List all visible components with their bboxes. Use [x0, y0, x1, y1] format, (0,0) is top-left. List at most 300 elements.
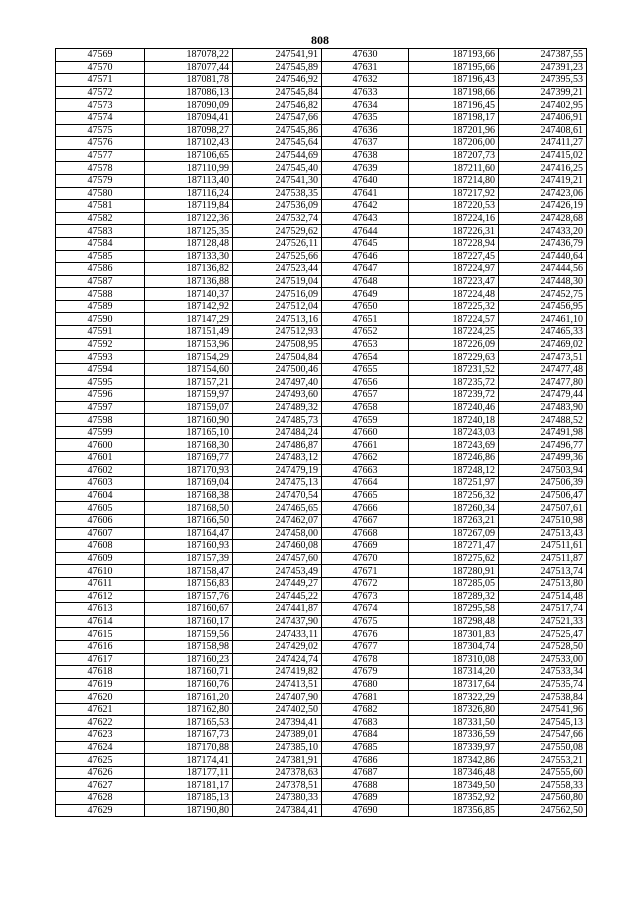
x-coordinate-cell: 187159,56 [145, 628, 233, 641]
y-coordinate-cell: 247456,95 [499, 300, 587, 313]
y-coordinate-cell: 247510,98 [499, 514, 587, 527]
table-row [56, 489, 587, 502]
point-number-cell: 47642 [322, 200, 409, 213]
y-coordinate-cell: 247541,91 [233, 49, 322, 62]
y-coordinate-cell: 247545,40 [233, 162, 322, 175]
point-number-cell: 47658 [322, 401, 409, 414]
point-number-cell: 47668 [322, 527, 409, 540]
point-number-cell: 47589 [56, 300, 145, 313]
point-number-cell: 47576 [56, 137, 145, 150]
point-number-cell: 47604 [56, 489, 145, 502]
x-coordinate-cell: 187159,07 [145, 401, 233, 414]
table-row [56, 200, 587, 213]
y-coordinate-cell: 247479,44 [499, 389, 587, 402]
x-coordinate-cell: 187196,43 [409, 74, 499, 87]
y-coordinate-cell: 247441,87 [233, 603, 322, 616]
y-coordinate-cell: 247415,02 [499, 149, 587, 162]
x-coordinate-cell: 187181,17 [145, 779, 233, 792]
x-coordinate-cell: 187342,86 [409, 754, 499, 767]
table-row [56, 275, 587, 288]
point-number-cell: 47621 [56, 703, 145, 716]
x-coordinate-cell: 187170,88 [145, 741, 233, 754]
point-number-cell: 47690 [322, 804, 409, 817]
y-coordinate-cell: 247512,04 [233, 300, 322, 313]
x-coordinate-cell: 187164,47 [145, 527, 233, 540]
y-coordinate-cell: 247488,52 [499, 414, 587, 427]
point-number-cell: 47683 [322, 716, 409, 729]
point-number-cell: 47586 [56, 263, 145, 276]
y-coordinate-cell: 247452,75 [499, 288, 587, 301]
y-coordinate-cell: 247545,64 [233, 137, 322, 150]
y-coordinate-cell: 247516,09 [233, 288, 322, 301]
y-coordinate-cell: 247550,08 [499, 741, 587, 754]
x-coordinate-cell: 187240,46 [409, 401, 499, 414]
x-coordinate-cell: 187271,47 [409, 540, 499, 553]
x-coordinate-cell: 187168,30 [145, 439, 233, 452]
x-coordinate-cell: 187169,04 [145, 477, 233, 490]
y-coordinate-cell: 247449,27 [233, 577, 322, 590]
point-number-cell: 47673 [322, 590, 409, 603]
x-coordinate-cell: 187136,82 [145, 263, 233, 276]
y-coordinate-cell: 247560,80 [499, 792, 587, 805]
point-number-cell: 47603 [56, 477, 145, 490]
x-coordinate-cell: 187195,66 [409, 61, 499, 74]
y-coordinate-cell: 247513,74 [499, 565, 587, 578]
x-coordinate-cell: 187295,58 [409, 603, 499, 616]
x-coordinate-cell: 187224,25 [409, 326, 499, 339]
y-coordinate-cell: 247429,02 [233, 640, 322, 653]
x-coordinate-cell: 187160,23 [145, 653, 233, 666]
y-coordinate-cell: 247544,69 [233, 149, 322, 162]
y-coordinate-cell: 247448,30 [499, 275, 587, 288]
point-number-cell: 47631 [322, 61, 409, 74]
x-coordinate-cell: 187198,66 [409, 86, 499, 99]
x-coordinate-cell: 187113,40 [145, 174, 233, 187]
table-row [56, 237, 587, 250]
table-row [56, 137, 587, 150]
x-coordinate-cell: 187280,91 [409, 565, 499, 578]
table-row [56, 338, 587, 351]
y-coordinate-cell: 247538,84 [499, 691, 587, 704]
x-coordinate-cell: 187160,71 [145, 666, 233, 679]
y-coordinate-cell: 247385,10 [233, 741, 322, 754]
x-coordinate-cell: 187224,57 [409, 313, 499, 326]
y-coordinate-cell: 247541,96 [499, 703, 587, 716]
point-number-cell: 47574 [56, 111, 145, 124]
table-row [56, 212, 587, 225]
x-coordinate-cell: 187289,32 [409, 590, 499, 603]
point-number-cell: 47679 [322, 666, 409, 679]
y-coordinate-cell: 247508,95 [233, 338, 322, 351]
point-number-cell: 47640 [322, 174, 409, 187]
y-coordinate-cell: 247477,48 [499, 363, 587, 376]
point-number-cell: 47670 [322, 552, 409, 565]
point-number-cell: 47602 [56, 464, 145, 477]
x-coordinate-cell: 187154,29 [145, 351, 233, 364]
point-number-cell: 47627 [56, 779, 145, 792]
y-coordinate-cell: 247460,08 [233, 540, 322, 553]
y-coordinate-cell: 247437,90 [233, 615, 322, 628]
point-number-cell: 47635 [322, 111, 409, 124]
table-row [56, 452, 587, 465]
y-coordinate-cell: 247407,90 [233, 691, 322, 704]
y-coordinate-cell: 247453,49 [233, 565, 322, 578]
x-coordinate-cell: 187336,59 [409, 729, 499, 742]
point-number-cell: 47585 [56, 250, 145, 263]
y-coordinate-cell: 247484,24 [233, 426, 322, 439]
x-coordinate-cell: 187217,92 [409, 187, 499, 200]
point-number-cell: 47660 [322, 426, 409, 439]
table-row [56, 603, 587, 616]
y-coordinate-cell: 247413,51 [233, 678, 322, 691]
x-coordinate-cell: 187174,41 [145, 754, 233, 767]
point-number-cell: 47638 [322, 149, 409, 162]
x-coordinate-cell: 187140,37 [145, 288, 233, 301]
point-number-cell: 47663 [322, 464, 409, 477]
y-coordinate-cell: 247511,87 [499, 552, 587, 565]
point-number-cell: 47590 [56, 313, 145, 326]
point-number-cell: 47674 [322, 603, 409, 616]
point-number-cell: 47645 [322, 237, 409, 250]
point-number-cell: 47682 [322, 703, 409, 716]
y-coordinate-cell: 247477,80 [499, 376, 587, 389]
y-coordinate-cell: 247529,62 [233, 225, 322, 238]
point-number-cell: 47596 [56, 389, 145, 402]
x-coordinate-cell: 187102,43 [145, 137, 233, 150]
table-row [56, 804, 587, 817]
point-number-cell: 47577 [56, 149, 145, 162]
x-coordinate-cell: 187151,49 [145, 326, 233, 339]
point-number-cell: 47680 [322, 678, 409, 691]
table-row [56, 703, 587, 716]
table-row [56, 426, 587, 439]
point-number-cell: 47659 [322, 414, 409, 427]
y-coordinate-cell: 247512,93 [233, 326, 322, 339]
point-number-cell: 47671 [322, 565, 409, 578]
y-coordinate-cell: 247465,33 [499, 326, 587, 339]
point-number-cell: 47688 [322, 779, 409, 792]
point-number-cell: 47672 [322, 577, 409, 590]
x-coordinate-cell: 187352,92 [409, 792, 499, 805]
point-number-cell: 47633 [322, 86, 409, 99]
table-row [56, 741, 587, 754]
y-coordinate-cell: 247470,54 [233, 489, 322, 502]
y-coordinate-cell: 247511,61 [499, 540, 587, 553]
y-coordinate-cell: 247535,74 [499, 678, 587, 691]
x-coordinate-cell: 187153,96 [145, 338, 233, 351]
x-coordinate-cell: 187304,74 [409, 640, 499, 653]
x-coordinate-cell: 187206,00 [409, 137, 499, 150]
table-row [56, 162, 587, 175]
point-number-cell: 47580 [56, 187, 145, 200]
point-number-cell: 47601 [56, 452, 145, 465]
y-coordinate-cell: 247503,94 [499, 464, 587, 477]
y-coordinate-cell: 247525,66 [233, 250, 322, 263]
x-coordinate-cell: 187090,09 [145, 99, 233, 112]
x-coordinate-cell: 187243,03 [409, 426, 499, 439]
table-row [56, 615, 587, 628]
x-coordinate-cell: 187106,65 [145, 149, 233, 162]
y-coordinate-cell: 247493,60 [233, 389, 322, 402]
x-coordinate-cell: 187154,60 [145, 363, 233, 376]
point-number-cell: 47573 [56, 99, 145, 112]
y-coordinate-cell: 247378,63 [233, 766, 322, 779]
x-coordinate-cell: 187207,73 [409, 149, 499, 162]
point-number-cell: 47686 [322, 754, 409, 767]
point-number-cell: 47654 [322, 351, 409, 364]
table-row [56, 61, 587, 74]
table-row [56, 552, 587, 565]
coordinates-table [55, 48, 587, 817]
point-number-cell: 47649 [322, 288, 409, 301]
table-row [56, 250, 587, 263]
x-coordinate-cell: 187228,94 [409, 237, 499, 250]
y-coordinate-cell: 247523,44 [233, 263, 322, 276]
x-coordinate-cell: 187190,80 [145, 804, 233, 817]
point-number-cell: 47615 [56, 628, 145, 641]
table-row [56, 514, 587, 527]
point-number-cell: 47609 [56, 552, 145, 565]
table-row [56, 313, 587, 326]
y-coordinate-cell: 247500,46 [233, 363, 322, 376]
y-coordinate-cell: 247491,98 [499, 426, 587, 439]
x-coordinate-cell: 187211,60 [409, 162, 499, 175]
table-row [56, 225, 587, 238]
x-coordinate-cell: 187298,48 [409, 615, 499, 628]
y-coordinate-cell: 247506,47 [499, 489, 587, 502]
y-coordinate-cell: 247458,00 [233, 527, 322, 540]
y-coordinate-cell: 247546,92 [233, 74, 322, 87]
x-coordinate-cell: 187158,47 [145, 565, 233, 578]
point-number-cell: 47681 [322, 691, 409, 704]
point-number-cell: 47632 [322, 74, 409, 87]
table-row [56, 263, 587, 276]
table-row [56, 792, 587, 805]
y-coordinate-cell: 247528,50 [499, 640, 587, 653]
x-coordinate-cell: 187159,97 [145, 389, 233, 402]
point-number-cell: 47667 [322, 514, 409, 527]
point-number-cell: 47661 [322, 439, 409, 452]
table-row [56, 351, 587, 364]
point-number-cell: 47676 [322, 628, 409, 641]
x-coordinate-cell: 187158,98 [145, 640, 233, 653]
point-number-cell: 47571 [56, 74, 145, 87]
point-number-cell: 47626 [56, 766, 145, 779]
x-coordinate-cell: 187116,24 [145, 187, 233, 200]
x-coordinate-cell: 187349,50 [409, 779, 499, 792]
point-number-cell: 47583 [56, 225, 145, 238]
point-number-cell: 47599 [56, 426, 145, 439]
y-coordinate-cell: 247424,74 [233, 653, 322, 666]
point-number-cell: 47619 [56, 678, 145, 691]
table-row [56, 111, 587, 124]
x-coordinate-cell: 187251,97 [409, 477, 499, 490]
point-number-cell: 47685 [322, 741, 409, 754]
y-coordinate-cell: 247384,41 [233, 804, 322, 817]
x-coordinate-cell: 187185,13 [145, 792, 233, 805]
y-coordinate-cell: 247444,56 [499, 263, 587, 276]
table-row [56, 766, 587, 779]
x-coordinate-cell: 187225,32 [409, 300, 499, 313]
x-coordinate-cell: 187246,86 [409, 452, 499, 465]
point-number-cell: 47581 [56, 200, 145, 213]
x-coordinate-cell: 187235,72 [409, 376, 499, 389]
y-coordinate-cell: 247521,33 [499, 615, 587, 628]
x-coordinate-cell: 187310,08 [409, 653, 499, 666]
table-row [56, 477, 587, 490]
point-number-cell: 47656 [322, 376, 409, 389]
table-row [56, 464, 587, 477]
x-coordinate-cell: 187142,92 [145, 300, 233, 313]
point-number-cell: 47647 [322, 263, 409, 276]
x-coordinate-cell: 187220,53 [409, 200, 499, 213]
x-coordinate-cell: 187201,96 [409, 124, 499, 137]
point-number-cell: 47618 [56, 666, 145, 679]
point-number-cell: 47575 [56, 124, 145, 137]
table-row [56, 326, 587, 339]
table-row [56, 540, 587, 553]
point-number-cell: 47655 [322, 363, 409, 376]
table-row [56, 439, 587, 452]
y-coordinate-cell: 247402,95 [499, 99, 587, 112]
x-coordinate-cell: 187165,10 [145, 426, 233, 439]
y-coordinate-cell: 247547,66 [233, 111, 322, 124]
point-number-cell: 47650 [322, 300, 409, 313]
table-row [56, 502, 587, 515]
table-row [56, 86, 587, 99]
point-number-cell: 47593 [56, 351, 145, 364]
x-coordinate-cell: 187229,63 [409, 351, 499, 364]
y-coordinate-cell: 247504,84 [233, 351, 322, 364]
x-coordinate-cell: 187260,34 [409, 502, 499, 515]
y-coordinate-cell: 247440,64 [499, 250, 587, 263]
table-row [56, 99, 587, 112]
point-number-cell: 47579 [56, 174, 145, 187]
y-coordinate-cell: 247525,47 [499, 628, 587, 641]
x-coordinate-cell: 187170,93 [145, 464, 233, 477]
y-coordinate-cell: 247475,13 [233, 477, 322, 490]
point-number-cell: 47652 [322, 326, 409, 339]
point-number-cell: 47651 [322, 313, 409, 326]
y-coordinate-cell: 247536,09 [233, 200, 322, 213]
y-coordinate-cell: 247483,90 [499, 401, 587, 414]
y-coordinate-cell: 247461,10 [499, 313, 587, 326]
x-coordinate-cell: 187227,45 [409, 250, 499, 263]
x-coordinate-cell: 187147,29 [145, 313, 233, 326]
point-number-cell: 47608 [56, 540, 145, 553]
x-coordinate-cell: 187125,35 [145, 225, 233, 238]
table-row [56, 288, 587, 301]
x-coordinate-cell: 187165,53 [145, 716, 233, 729]
table-row [56, 565, 587, 578]
x-coordinate-cell: 187339,97 [409, 741, 499, 754]
point-number-cell: 47665 [322, 489, 409, 502]
point-number-cell: 47607 [56, 527, 145, 540]
y-coordinate-cell: 247541,30 [233, 174, 322, 187]
table-row [56, 174, 587, 187]
x-coordinate-cell: 187157,76 [145, 590, 233, 603]
point-number-cell: 47614 [56, 615, 145, 628]
point-number-cell: 47572 [56, 86, 145, 99]
x-coordinate-cell: 187162,80 [145, 703, 233, 716]
x-coordinate-cell: 187160,90 [145, 414, 233, 427]
y-coordinate-cell: 247545,13 [499, 716, 587, 729]
y-coordinate-cell: 247381,91 [233, 754, 322, 767]
point-number-cell: 47613 [56, 603, 145, 616]
table-row [56, 590, 587, 603]
point-number-cell: 47629 [56, 804, 145, 817]
x-coordinate-cell: 187285,05 [409, 577, 499, 590]
table-row [56, 300, 587, 313]
point-number-cell: 47588 [56, 288, 145, 301]
y-coordinate-cell: 247406,91 [499, 111, 587, 124]
y-coordinate-cell: 247433,11 [233, 628, 322, 641]
point-number-cell: 47646 [322, 250, 409, 263]
point-number-cell: 47622 [56, 716, 145, 729]
x-coordinate-cell: 187231,52 [409, 363, 499, 376]
table-row [56, 779, 587, 792]
x-coordinate-cell: 187322,29 [409, 691, 499, 704]
point-number-cell: 47605 [56, 502, 145, 515]
y-coordinate-cell: 247465,65 [233, 502, 322, 515]
y-coordinate-cell: 247497,40 [233, 376, 322, 389]
point-number-cell: 47657 [322, 389, 409, 402]
table-row [56, 640, 587, 653]
point-number-cell: 47569 [56, 49, 145, 62]
y-coordinate-cell: 247545,89 [233, 61, 322, 74]
point-number-cell: 47644 [322, 225, 409, 238]
point-number-cell: 47689 [322, 792, 409, 805]
table-row [56, 363, 587, 376]
table-row [56, 376, 587, 389]
coordinates-table-body [56, 49, 587, 817]
y-coordinate-cell: 247380,33 [233, 792, 322, 805]
x-coordinate-cell: 187094,41 [145, 111, 233, 124]
y-coordinate-cell: 247513,80 [499, 577, 587, 590]
x-coordinate-cell: 187168,38 [145, 489, 233, 502]
x-coordinate-cell: 187128,48 [145, 237, 233, 250]
point-number-cell: 47684 [322, 729, 409, 742]
y-coordinate-cell: 247483,12 [233, 452, 322, 465]
point-number-cell: 47600 [56, 439, 145, 452]
point-number-cell: 47624 [56, 741, 145, 754]
point-number-cell: 47597 [56, 401, 145, 414]
y-coordinate-cell: 247558,33 [499, 779, 587, 792]
x-coordinate-cell: 187224,48 [409, 288, 499, 301]
point-number-cell: 47594 [56, 363, 145, 376]
x-coordinate-cell: 187198,17 [409, 111, 499, 124]
point-number-cell: 47606 [56, 514, 145, 527]
x-coordinate-cell: 187226,09 [409, 338, 499, 351]
point-number-cell: 47623 [56, 729, 145, 742]
y-coordinate-cell: 247526,11 [233, 237, 322, 250]
x-coordinate-cell: 187169,77 [145, 452, 233, 465]
table-row [56, 187, 587, 200]
x-coordinate-cell: 187157,21 [145, 376, 233, 389]
y-coordinate-cell: 247489,32 [233, 401, 322, 414]
x-coordinate-cell: 187156,83 [145, 577, 233, 590]
point-number-cell: 47639 [322, 162, 409, 175]
x-coordinate-cell: 187301,83 [409, 628, 499, 641]
table-row [56, 666, 587, 679]
x-coordinate-cell: 187196,45 [409, 99, 499, 112]
x-coordinate-cell: 187078,22 [145, 49, 233, 62]
x-coordinate-cell: 187119,84 [145, 200, 233, 213]
table-row [56, 401, 587, 414]
point-number-cell: 47662 [322, 452, 409, 465]
point-number-cell: 47578 [56, 162, 145, 175]
x-coordinate-cell: 187263,21 [409, 514, 499, 527]
